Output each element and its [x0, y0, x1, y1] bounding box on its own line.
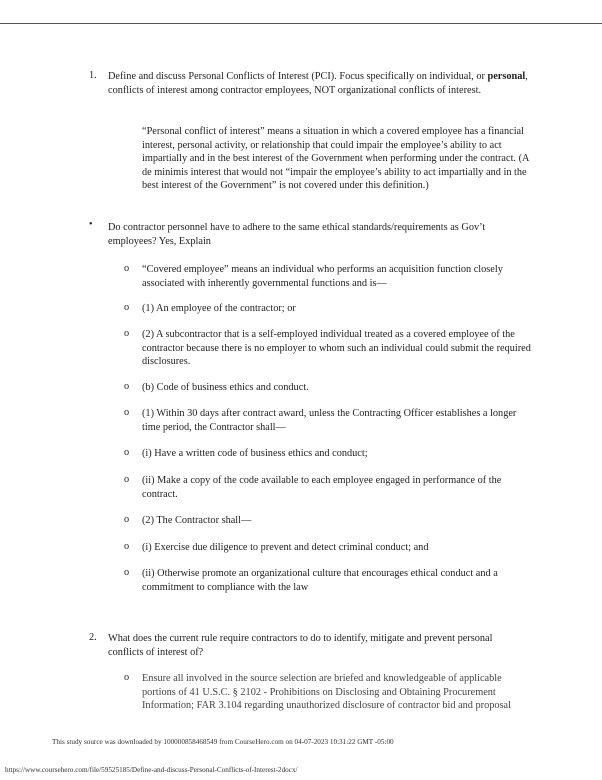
sub-item-marker: o	[124, 302, 130, 313]
sub-item-marker: o	[124, 447, 130, 458]
q1-text-post: , conflicts of interest among contractor employees, NOT organizational conflicts of interest.	[108, 71, 528, 96]
sub-item-marker: o	[124, 263, 130, 274]
sub-item-marker: o	[124, 407, 130, 418]
sub-item-marker: o	[124, 474, 130, 485]
q1-text	[108, 70, 528, 97]
sub-item: (2) A subcontractor that is a self-employed individual treated as a covered employee of the contractor because there is no employer to whom such an individual could submit the required disclosures.	[142, 329, 531, 368]
sub-item: “Covered employee” means an individual who performs an acquisition function closely associated with inherently governmental functions and is—	[142, 264, 503, 289]
sub-item: (b) Code of business ethics and conduct.	[142, 382, 309, 393]
q2-text: What does the current rule require contractors to do to identify, mitigate and prevent personal conflicts of interest of?	[108, 633, 493, 658]
bullet-glyph: •	[89, 219, 93, 230]
q1-bold-word: personal	[487, 71, 526, 82]
q1-text-pre: Define and discuss Personal Conflicts of Interest (PCI). Focus specifically on individual, or	[108, 71, 485, 82]
q1-number: 1.	[89, 70, 97, 81]
sub-item-marker: o	[124, 381, 130, 392]
sub-item: (ii) Make a copy of the code available to each employee engaged in performance of the contract.	[142, 475, 502, 500]
q2-sub-item: Ensure all involved in the source selection are briefed and knowledgeable of applicable portions of 41 U.S.C. § 2102 - Prohibitions on Disclosing and Obtaining Procurement Information; FAR 3.104 regarding unauthorized disclosure of contractor bid and proposal	[142, 673, 511, 712]
sub-item-marker: o	[124, 567, 130, 578]
q2-number: 2.	[89, 632, 97, 643]
download-source-line: This study source was downloaded by 100000858468549 from CourseHero.com on 04-07-2023 10:31:22 GMT -05:00	[52, 738, 394, 746]
q2-sub-item-marker: o	[124, 672, 130, 683]
top-rule	[0, 23, 602, 24]
sub-item-marker: o	[124, 328, 130, 339]
pci-definition-quote: “Personal conflict of interest” means a situation in which a covered employee has a financial interest, personal activity, or relationship that could impair the employee’s ability to act impartially and in the best interest of the Government when performing under the contract. (A de minimis interest that would not “impair the employee’s ability to act impartially and in the best interest of the Government” is not covered under this definition.)	[142, 126, 529, 192]
sub-item-marker: o	[124, 514, 130, 525]
sub-item: (i) Have a written code of business ethics and conduct;	[142, 448, 368, 459]
bullet-question: Do contractor personnel have to adhere to the same ethical standards/requirements as Gov’t employees? Yes, Explain	[108, 222, 486, 247]
sub-item: (i) Exercise due diligence to prevent and detect criminal conduct; and	[142, 542, 429, 553]
sub-item: (2) The Contractor shall—	[142, 515, 252, 526]
sub-item: (1) An employee of the contractor; or	[142, 303, 296, 314]
sub-item: (1) Within 30 days after contract award, unless the Contracting Officer establishes a longer time period, the Contractor shall—	[142, 408, 517, 433]
sub-item-marker: o	[124, 541, 130, 552]
source-url[interactable]: https://www.coursehero.com/file/59525185/Define-and-discuss-Personal-Conflicts-of-Interest-2docx/	[5, 766, 298, 774]
sub-item: (ii) Otherwise promote an organizational culture that encourages ethical conduct and a commitment to compliance with the law	[142, 568, 498, 593]
